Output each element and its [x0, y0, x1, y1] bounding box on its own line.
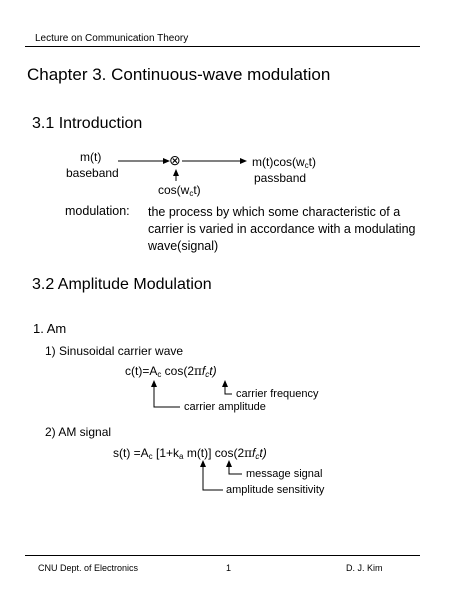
carrier-amplitude-pointer	[154, 390, 180, 407]
multiplier-icon: ⊗	[169, 152, 181, 168]
output-signal-label: $m(t)\cos(w_ct)$	[252, 155, 317, 170]
definition-text: the process by which some characteristic of a carrier is varied in accordance with a modulating wave(signal)	[148, 205, 416, 253]
sub-carrier-label: 1) Sinusoidal carrier wave	[45, 344, 184, 358]
message-signal-pointer	[229, 469, 242, 474]
sub-am-signal-label: 2) AM signal	[45, 425, 112, 439]
carrier-frequency-label: carrier frequency	[236, 388, 319, 400]
section-introduction-title: 3.1 Introduction	[32, 115, 143, 132]
course-header: Lecture on Communication Theory	[35, 33, 189, 44]
definition-term: modulation:	[65, 204, 130, 218]
input-signal-label: m(t)	[80, 150, 102, 164]
message-signal-label: message signal	[246, 468, 323, 480]
carrier-amplitude-label: carrier amplitude	[184, 401, 266, 413]
passband-label: passband	[254, 171, 307, 185]
baseband-label: baseband	[66, 166, 119, 180]
am-signal-equation: $s(t) =A_c$ [$1+k_a$ m(t)] $\cos(2\pi f_ct)$	[113, 446, 267, 461]
page-number: 1	[226, 563, 232, 573]
footer-rule	[25, 555, 420, 556]
chapter-title: Chapter 3. Continuous-wave modulation	[27, 65, 331, 84]
section-am-title: 3.2 Amplitude Modulation	[32, 276, 212, 293]
footer-department: CNU Dept. of Electronics	[38, 563, 139, 573]
amplitude-sensitivity-pointer	[203, 469, 223, 490]
amplitude-sensitivity-label: amplitude sensitivity	[226, 484, 325, 496]
carrier-frequency-pointer	[225, 390, 232, 394]
carrier-equation: $c(t)=A_c$ $\cos(2\pi f_ct)$	[125, 364, 217, 379]
footer-author: D. J. Kim	[346, 563, 383, 573]
item-am: 1. Am	[33, 321, 67, 336]
carrier-label: $\cos(w_ct)$	[158, 183, 201, 198]
